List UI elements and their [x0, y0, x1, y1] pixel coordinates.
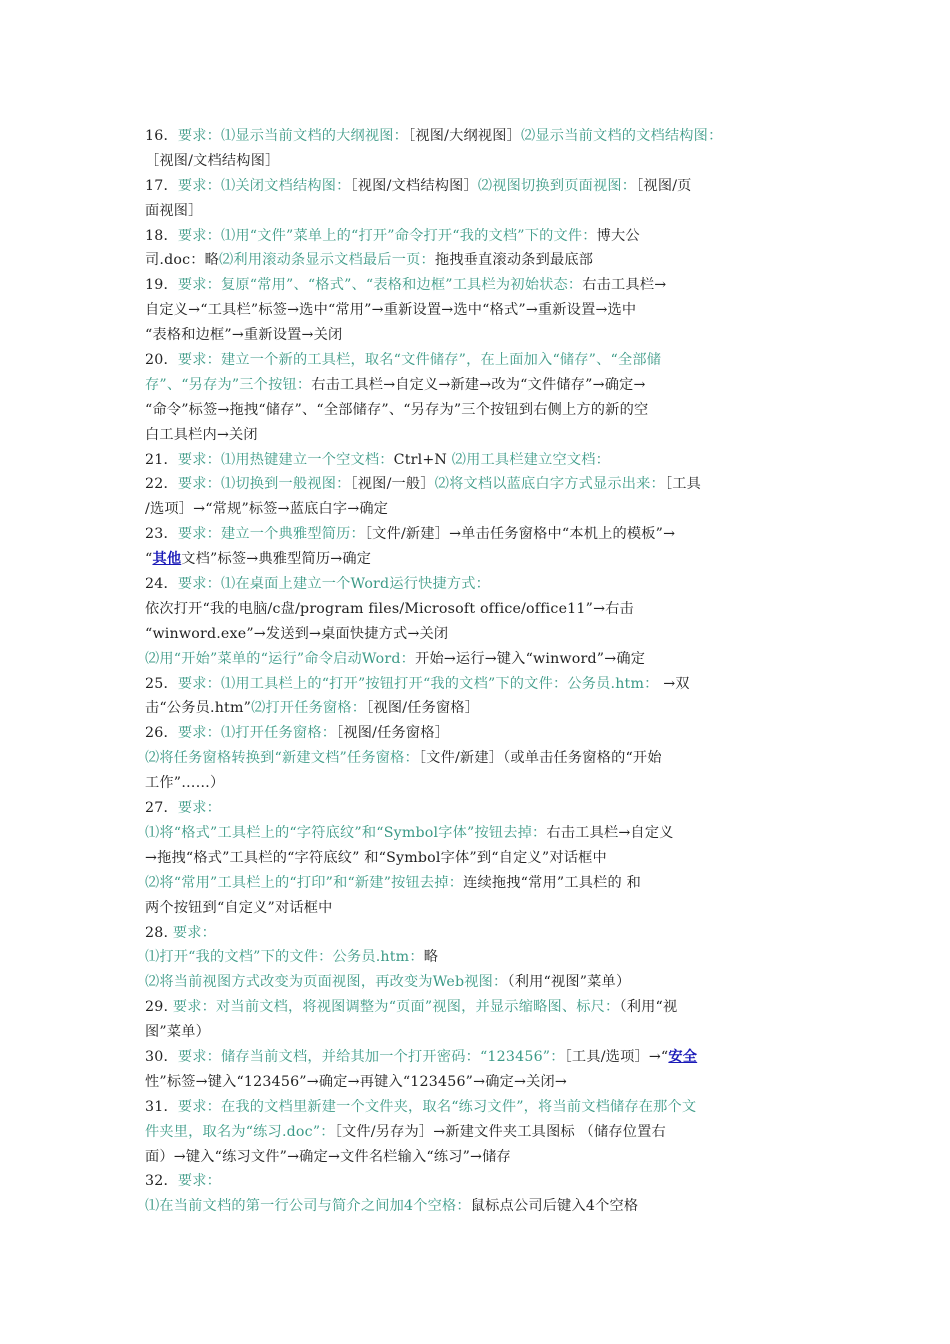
answer-text: 右击工具栏→自定义→新建→改为“文件储存”→确定→ — [311, 376, 646, 393]
answer-text: →拖拽“格式”工具栏的“字符底纹” 和“Symbol字体”到“自定义”对话框中 — [145, 849, 607, 866]
answer-text: 27． — [145, 800, 178, 817]
requirement-text: ⑵将任务窗格转换到“新建文档”任务窗格： — [145, 750, 419, 767]
text-line — [145, 174, 817, 199]
answer-text: ［视图/页 — [636, 177, 692, 194]
text-line — [145, 921, 817, 946]
requirement-text: 要求：在我的文档里新建一个文件夹，取名“练习文件”，将当前文档储存在那个文 — [177, 1098, 697, 1115]
answer-text: “表格和边框”→重新设置→关闭 — [145, 327, 343, 344]
answer-text: 性”标签→键入“123456”→确定→再键入“123456”→确定→关闭→ — [145, 1073, 567, 1090]
answer-text: 自定义→“工具栏”标签→选中“常用”→重新设置→选中“格式”→重新设置→选中 — [145, 302, 637, 319]
answer-text: 25． — [145, 675, 178, 692]
text-line — [145, 846, 817, 871]
requirement-text: 要求：⑴用工具栏上的“打开”按钮打开“我的文档”下的文件：公务员.htm： — [177, 675, 659, 692]
text-line — [145, 1145, 817, 1170]
text-line — [145, 248, 817, 273]
requirement-text: ⑵显示当前文档的文档结构图： — [521, 128, 723, 144]
document-body — [145, 124, 817, 1219]
answer-text: Ctrl+N — [393, 451, 452, 468]
answer-text: ［视图/文档结构图］ — [350, 177, 478, 194]
answer-text: 21． — [145, 451, 178, 468]
answer-text: ［文件/新建］→单击任务窗格中“本机上的模板”→ — [364, 526, 676, 543]
answer-text: 开始→运行→键入“winword”→确定 — [415, 650, 646, 667]
text-line — [145, 323, 817, 348]
answer-text: 面视图］ — [145, 202, 203, 219]
text-line — [145, 1120, 817, 1145]
text-line — [145, 348, 817, 373]
answer-text: 略 — [423, 949, 439, 966]
requirement-text: ⑵打开任务窗格： — [251, 700, 367, 717]
text-line — [145, 597, 817, 622]
answer-text: 工作”……） — [145, 775, 225, 792]
text-line — [145, 522, 817, 547]
answer-text: 31． — [145, 1098, 178, 1115]
text-line — [145, 970, 817, 995]
answer-text: 击“公务员.htm” — [145, 700, 252, 717]
hyperlink[interactable]: 其他 — [152, 551, 182, 568]
text-line — [145, 448, 817, 473]
text-line — [145, 871, 817, 896]
requirement-text: 要求：建立一个新的工具栏，取名“文件储存”，在上面加入“储存”、“全部储 — [177, 352, 662, 369]
requirement-text: ⑵用工具栏建立空文档： — [451, 451, 611, 468]
answer-text: 拖拽垂直滚动条到最底部 — [434, 252, 594, 269]
requirement-text: ⑴将“格式”工具栏上的“字符底纹”和“Symbol字体”按钮去掉： — [145, 824, 547, 841]
answer-text: ［视图/大纲视图］ — [408, 128, 522, 144]
text-line — [145, 672, 817, 697]
text-line — [145, 1194, 817, 1219]
hyperlink[interactable]: 安全 — [668, 1048, 698, 1065]
answer-text: 依次打开“我的电脑/c盘/program files/Microsoft office/office11”→右击 — [145, 600, 634, 617]
text-line — [145, 622, 817, 647]
text-line — [145, 547, 817, 572]
text-line — [145, 423, 817, 448]
text-line — [145, 224, 817, 249]
text-line — [145, 995, 817, 1020]
text-line — [145, 746, 817, 771]
answer-text: 面）→键入“练习文件”→确定→文件名栏输入“练习”→储存 — [145, 1148, 511, 1165]
requirement-text: 要求：⑴显示当前文档的大纲视图： — [177, 128, 409, 144]
answer-text: 博大公 — [596, 227, 640, 244]
answer-text: ［视图/任务窗格］ — [366, 700, 480, 717]
answer-text: ［视图/文档结构图］ — [145, 152, 280, 169]
answer-text: 23． — [145, 526, 178, 543]
requirement-text: 要求： — [177, 1173, 222, 1190]
answer-text: “ — [145, 551, 153, 568]
text-line — [145, 821, 817, 846]
answer-text: 26． — [145, 725, 178, 742]
text-line — [145, 945, 817, 970]
text-line — [145, 273, 817, 298]
answer-text: ［视图/一般］ — [350, 476, 435, 493]
answer-text: （利用“视 — [619, 999, 678, 1016]
text-line — [145, 497, 817, 522]
answer-text: 右击工具栏→ — [582, 277, 667, 294]
requirement-text: ⑴打开“我的文档”下的文件：公务员.htm： — [145, 949, 424, 966]
answer-text: 28. — [145, 924, 173, 941]
answer-text: 右击工具栏→自定义 — [546, 824, 674, 841]
text-line — [145, 771, 817, 796]
requirement-text: 要求：⑴用热键建立一个空文档： — [177, 451, 394, 468]
requirement-text: ⑵将当前视图方式改变为页面视图，再改变为Web视图： — [145, 974, 508, 991]
requirement-text: 要求： — [177, 800, 222, 817]
text-line — [145, 1169, 817, 1194]
text-line — [145, 199, 817, 224]
requirement-text: 要求：建立一个典雅型简历： — [177, 526, 365, 543]
text-line — [145, 149, 817, 174]
answer-text: 图”菜单） — [145, 1024, 211, 1041]
answer-text: 17． — [145, 177, 178, 194]
requirement-text: 要求：⑴用“文件”菜单上的“打开”命令打开“我的文档”下的文件： — [177, 227, 597, 244]
requirement-text: 要求：复原“常用”、“格式”、“表格和边框”工具栏为初始状态： — [177, 277, 583, 294]
text-line — [145, 1070, 817, 1095]
text-line — [145, 373, 817, 398]
requirement-text: ⑴在当前文档的第一行公司与简介之间加4个空格： — [145, 1198, 471, 1215]
answer-text: “命令”标签→拖拽“储存”、“全部储存”、“另存为”三个按钮到右侧上方的新的空 — [145, 401, 649, 418]
text-line — [145, 124, 817, 149]
answer-text: 20． — [145, 352, 178, 369]
requirement-text: ⑵用“开始”菜单的“运行”命令启动Word： — [145, 650, 416, 667]
answer-text: （利用“视图”菜单） — [507, 974, 631, 991]
answer-text: ［视图/任务窗格］ — [336, 725, 450, 742]
answer-text: 白工具栏内→关闭 — [145, 426, 258, 443]
text-line — [145, 472, 817, 497]
text-line — [145, 796, 817, 821]
text-line — [145, 696, 817, 721]
answer-text: →双 — [658, 675, 690, 692]
requirement-text: 要求：⑴打开任务窗格： — [177, 725, 337, 742]
requirement-text: ⑵利用滚动条显示文档最后一页： — [219, 252, 435, 269]
answer-text: ［工具/选项］→“ — [564, 1048, 669, 1065]
answer-text: ［文件/另存为］→新建文件夹工具图标 （储存位置右 — [334, 1123, 666, 1140]
text-line — [145, 896, 817, 921]
answer-text: 鼠标点公司后键入4个空格 — [470, 1198, 639, 1215]
text-line — [145, 1095, 817, 1120]
text-line — [145, 398, 817, 423]
answer-text: 32． — [145, 1173, 178, 1190]
answer-text: 16． — [145, 128, 178, 144]
requirement-text: 件夹里，取名为“练习.doc”： — [145, 1123, 335, 1140]
answer-text: 24． — [145, 576, 178, 593]
requirement-text: ⑵将文档以蓝底白字方式显示出来： — [434, 476, 665, 493]
answer-text: 22． — [145, 476, 178, 493]
answer-text: 连续拖拽“常用”工具栏的 和 — [463, 874, 641, 891]
answer-text: 两个按钮到“自定义”对话框中 — [145, 899, 333, 916]
text-line — [145, 298, 817, 323]
text-line — [145, 1020, 817, 1045]
requirement-text: 要求：储存当前文档，并给其加一个打开密码：“123456”： — [177, 1048, 565, 1065]
answer-text: 文档”标签→典雅型简历→确定 — [181, 551, 372, 568]
answer-text: 19． — [145, 277, 178, 294]
requirement-text: 存”、“另存为”三个按钮： — [145, 376, 312, 393]
text-line — [145, 1045, 817, 1070]
requirement-text: ⑵视图切换到页面视图： — [477, 177, 637, 194]
requirement-text: 要求：⑴关闭文档结构图： — [177, 177, 351, 194]
requirement-text: 要求： — [172, 924, 217, 941]
answer-text: 18． — [145, 227, 178, 244]
requirement-text: 要求：对当前文档，将视图调整为“页面”视图，并显示缩略图、标尺： — [172, 999, 620, 1016]
answer-text: /选项］→“常规”标签→蓝底白字→确定 — [145, 501, 389, 518]
answer-text: 司.doc：略 — [145, 252, 220, 269]
answer-text: ［文件/新建］（或单击任务窗格的“开始 — [418, 750, 662, 767]
text-line — [145, 572, 817, 597]
answer-text: 30． — [145, 1048, 178, 1065]
text-line — [145, 721, 817, 746]
answer-text: 29. — [145, 999, 173, 1016]
requirement-text: 要求：⑴在桌面上建立一个Word运行快捷方式： — [177, 576, 491, 593]
answer-text: ［工具 — [664, 476, 701, 493]
requirement-text: 要求：⑴切换到一般视图： — [177, 476, 351, 493]
text-line — [145, 647, 817, 672]
answer-text: “winword.exe”→发送到→桌面快捷方式→关闭 — [145, 625, 449, 642]
requirement-text: ⑵将“常用”工具栏上的“打印”和“新建”按钮去掉： — [145, 874, 464, 891]
